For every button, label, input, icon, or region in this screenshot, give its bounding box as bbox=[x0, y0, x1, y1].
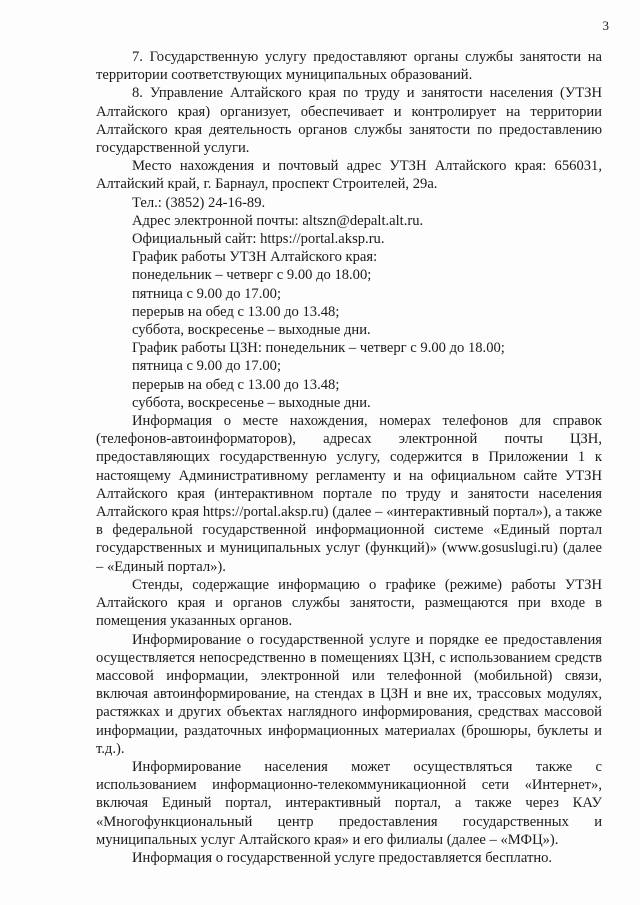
schedule-czn-lunch: перерыв на обед с 13.00 до 13.48; bbox=[132, 376, 340, 393]
schedule-utzn-weekdays: понедельник – четверг с 9.00 до 18.00; bbox=[132, 267, 372, 284]
info-location-paragraph: Информация о месте нахождения, номерах телефонов для справок (телефонов-автоинформаторов), адресах электронной почты ЦЗН, предоставляющих государственную услугу, содержится в Приложении 1 к настоящему Административному регламенту и на официальном сайте УТЗН Алтайского края (интерактивном портале по труду и занятости населения Алтайского края https://portal.aksp.ru) (далее – «интерактивный портал»), а также в федеральной государственной информационной системе «Единый портал государственных и муниципальных услуг (функций)» (www.gosuslugi.ru) (далее – «Единый портал»). bbox=[96, 413, 602, 575]
free-info-paragraph: Информация о государственной услуге предоставляется бесплатно. bbox=[132, 849, 553, 866]
document-body bbox=[96, 48, 602, 867]
email-line: Адрес электронной почты: altszn@depalt.alt.ru. bbox=[132, 212, 424, 229]
informing-paragraph: Информирование о государственной услуге и порядке ее предоставления осуществляется непосредственно в помещениях ЦЗН, с использованием средств массовой информации, электронной или телефонной (мобильной) связи, включая автоинформирование, на стендах в ЦЗН и вне их, трассовых модулях, растяжках и других объектах наглядного информирования, средствах массовой информации, раздаточных информационных материалах (брошюры, буклеты и т.д.). bbox=[96, 631, 602, 757]
schedule-utzn-title: График работы УТЗН Алтайского края: bbox=[132, 249, 378, 266]
schedule-czn-title: График работы ЦЗН: понедельник – четверг с 9.00 до 18.00; bbox=[132, 340, 505, 357]
paragraph-8: 8. Управление Алтайского края по труду и занятости населения (УТЗН Алтайского края) организует, обеспечивает и контролирует на территории Алтайского края деятельность органов службы занятости по предоставлению государственной услуги. bbox=[96, 85, 602, 157]
address-paragraph: Место нахождения и почтовый адрес УТЗН Алтайского края: 656031, Алтайский край, г. Барнаул, проспект Строителей, 29а. bbox=[96, 158, 602, 193]
stands-paragraph: Стенды, содержащие информацию о графике (режиме) работы УТЗН Алтайского края и органов службы занятости, размещаются при входе в помещения указанных органов. bbox=[96, 576, 602, 630]
schedule-utzn-friday: пятница с 9.00 до 17.00; bbox=[132, 285, 282, 302]
schedule-utzn-weekend: суббота, воскресенье – выходные дни. bbox=[132, 322, 371, 339]
schedule-czn-weekend: суббота, воскресенье – выходные дни. bbox=[132, 394, 371, 411]
schedule-czn-friday: пятница с 9.00 до 17.00; bbox=[132, 358, 282, 375]
schedule-utzn-lunch: перерыв на обед с 13.00 до 13.48; bbox=[132, 303, 340, 320]
informing-internet-paragraph: Информирование населения может осуществляться также с использованием информационно-телекоммуникационной сети «Интернет», включая Единый портал, интерактивный портал, а также через КАУ «Многофункциональный центр предоставления государственных и муниципальных услуг Алтайского края» и его филиалы (далее – «МФЦ»). bbox=[96, 758, 602, 848]
paragraph-7: 7. Государственную услугу предоставляют органы службы занятости на территории соответствующих муниципальных образований. bbox=[96, 49, 602, 84]
phone-line: Тел.: (3852) 24-16-89. bbox=[132, 194, 266, 211]
website-line: Официальный сайт: https://portal.aksp.ru. bbox=[132, 231, 385, 248]
page-number: 3 bbox=[602, 18, 609, 33]
